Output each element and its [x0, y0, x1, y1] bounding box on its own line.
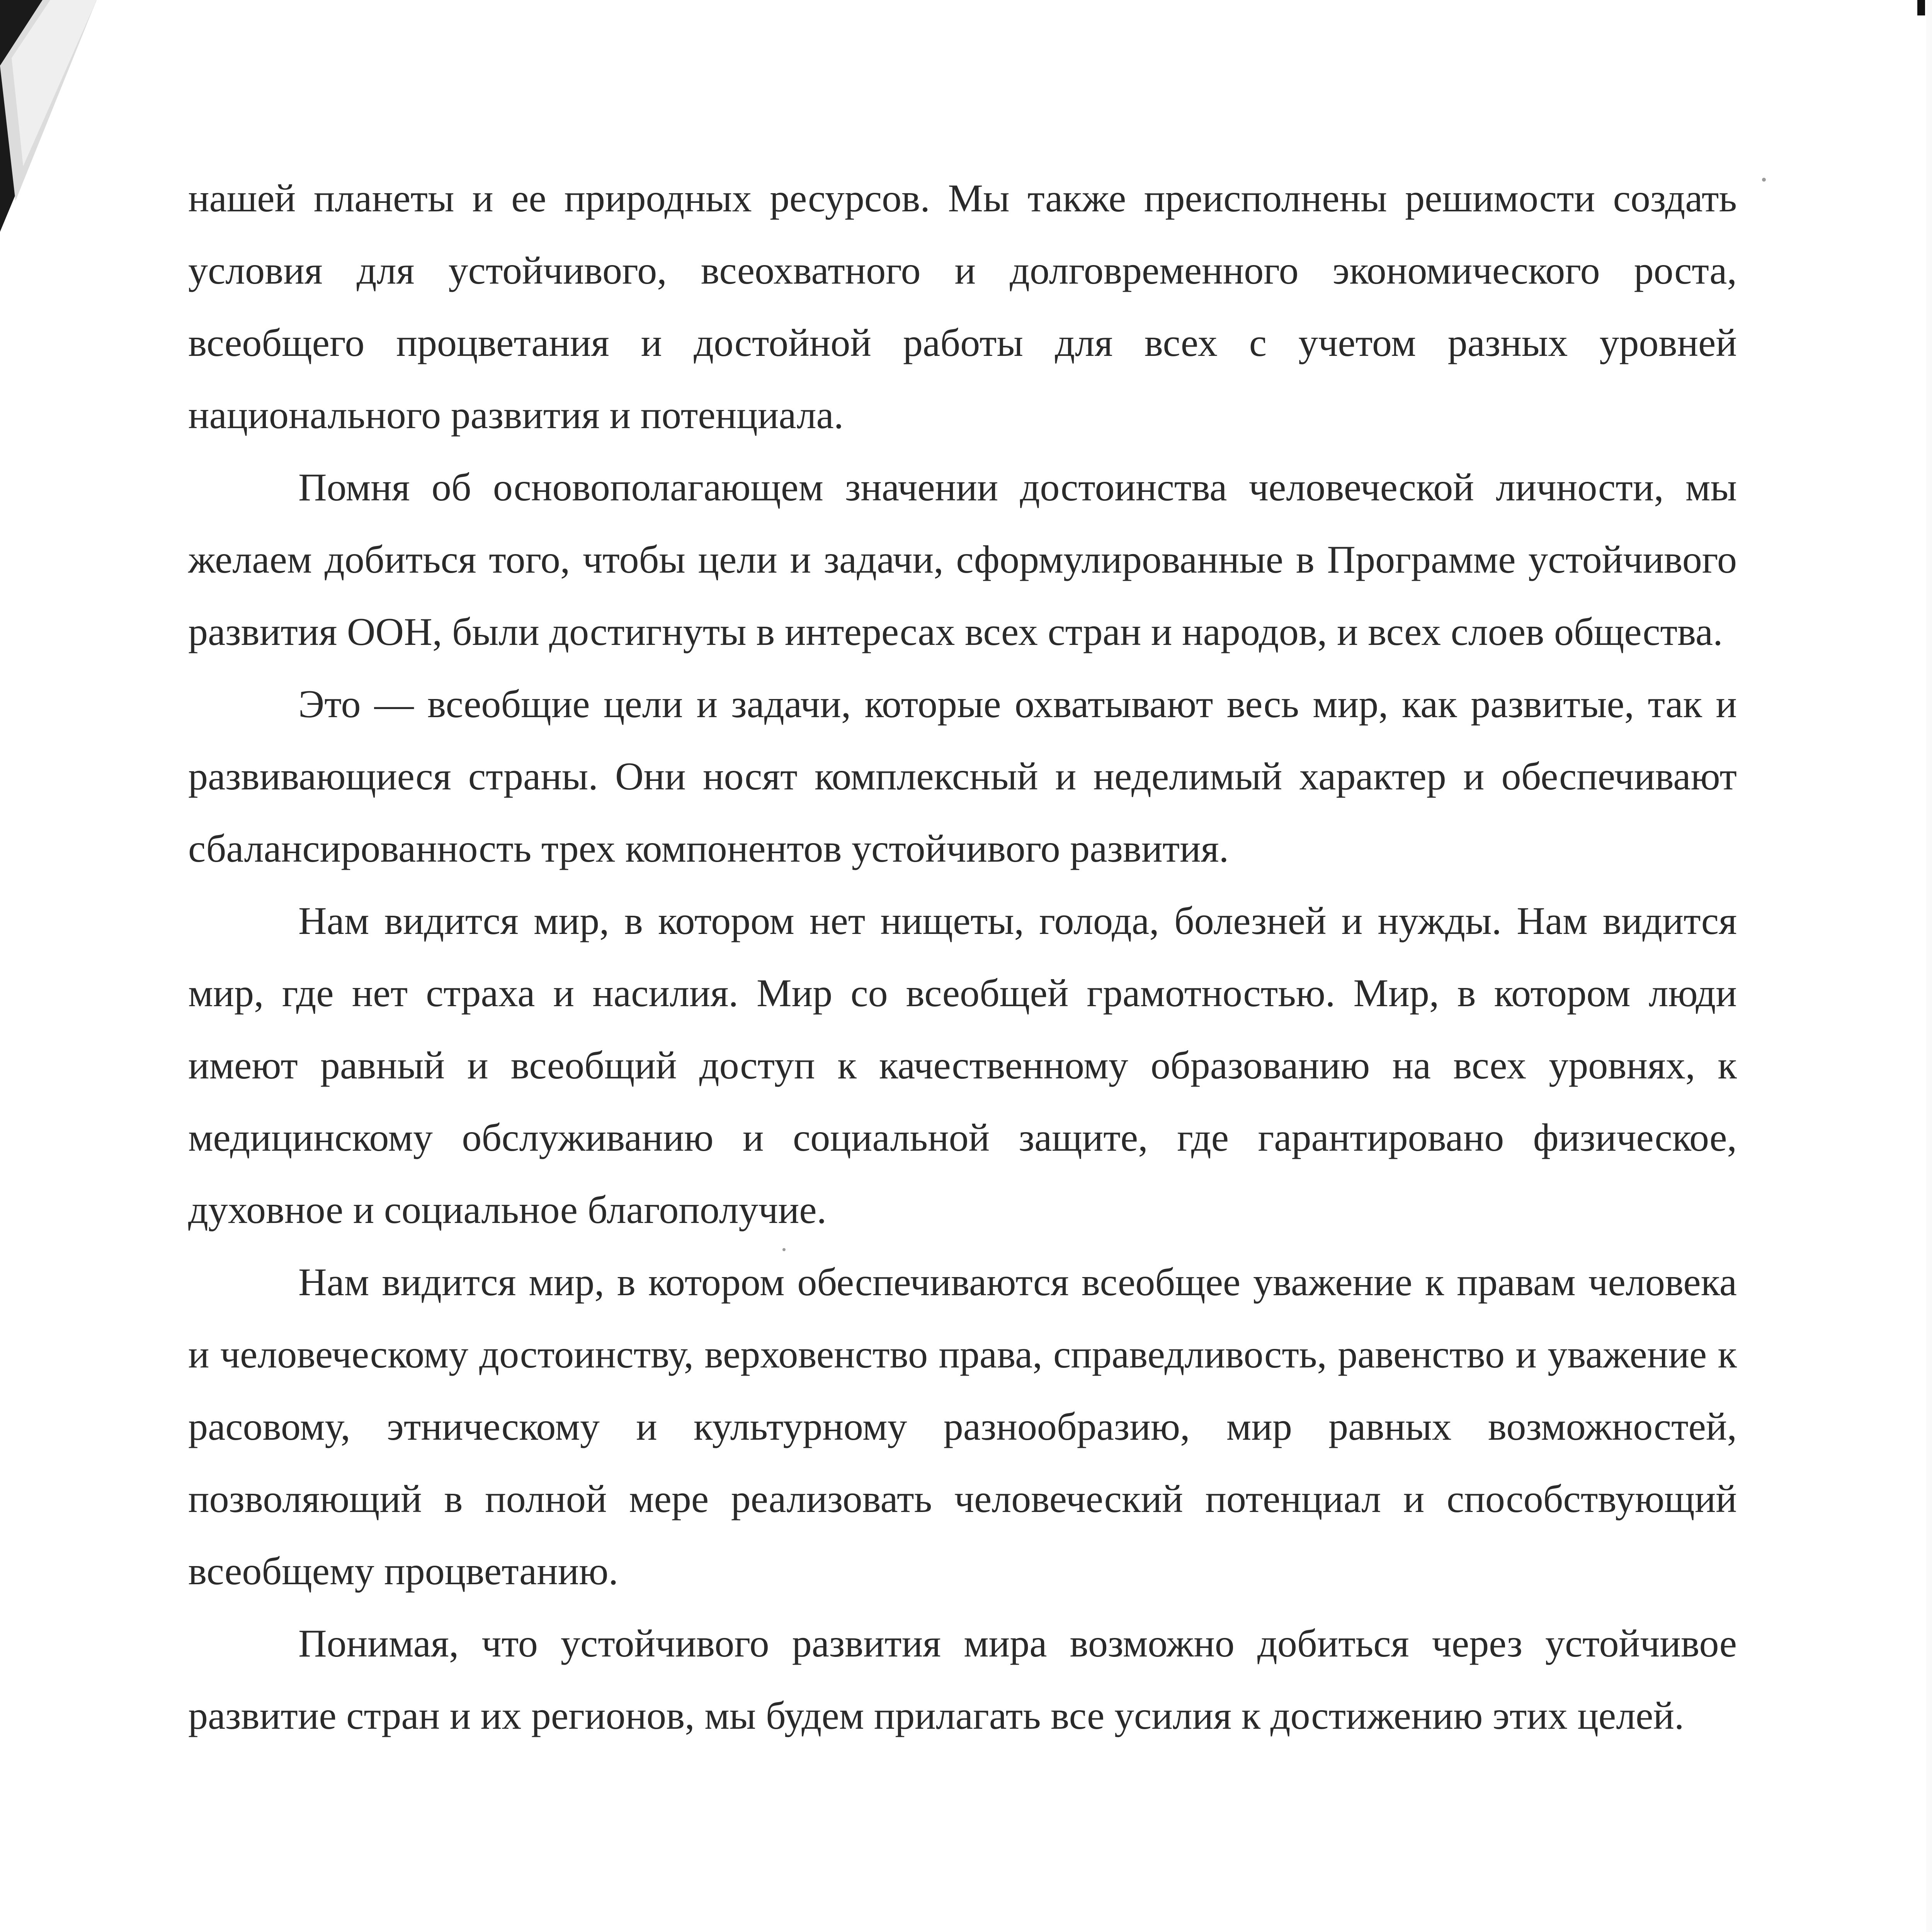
- paragraph: Помня об основополагающем значении достоинства человеческой личности, мы желаем добиться того, чтобы цели и задачи, сформулированные в Программе устойчивого развития ООН, были достигнуты в интересах всех стран и народов, и всех слоев общества.: [188, 466, 1737, 654]
- paragraph: Понимая, что устойчивого развития мира возможно добиться через устойчивое развитие стран и их регионов, мы будем прилагать все усилия к достижению этих целей.: [188, 1622, 1737, 1738]
- paragraph: нашей планеты и ее природных ресурсов. Мы также преисполнены решимости создать условия для устойчивого, всеохватного и долговременного экономического роста, всеобщего процветания и достойной работы для всех с учетом разных уровней национального развития и потенциала.: [188, 177, 1737, 437]
- document-body: [188, 162, 1737, 1752]
- paragraph: Нам видится мир, в котором нет нищеты, голода, болезней и нужды. Нам видится мир, где нет страха и насилия. Мир со всеобщей грамотностью. Мир, в котором люди имеют равный и всеобщий доступ к качественному образованию на всех уровнях, к медицинскому обслуживанию и социальной защите, где гарантировано физическое, духовное и социальное благополучие.: [188, 899, 1737, 1232]
- scan-speck: [1762, 178, 1766, 182]
- folded-corner: [0, 0, 97, 232]
- paragraph: Это — всеобщие цели и задачи, которые охватывают весь мир, как развитые, так и развивающиеся страны. Они носят комплексный и неделимый характер и обеспечивают сбалансированность трех компонентов устойчивого развития.: [188, 682, 1737, 871]
- scan-edge-shadow: [1926, 0, 1932, 1932]
- scan-edge-mark: [1917, 0, 1925, 15]
- paragraph: Нам видится мир, в котором обеспечиваются всеобщее уважение к правам человека и человеческому достоинству, верховенство права, справедливость, равенство и уважение к расовому, этническому и культурному разнообразию, мир равных возможностей, позволяющий в полной мере реализовать человеческий потенциал и способствующий всеобщему процветанию.: [188, 1260, 1737, 1593]
